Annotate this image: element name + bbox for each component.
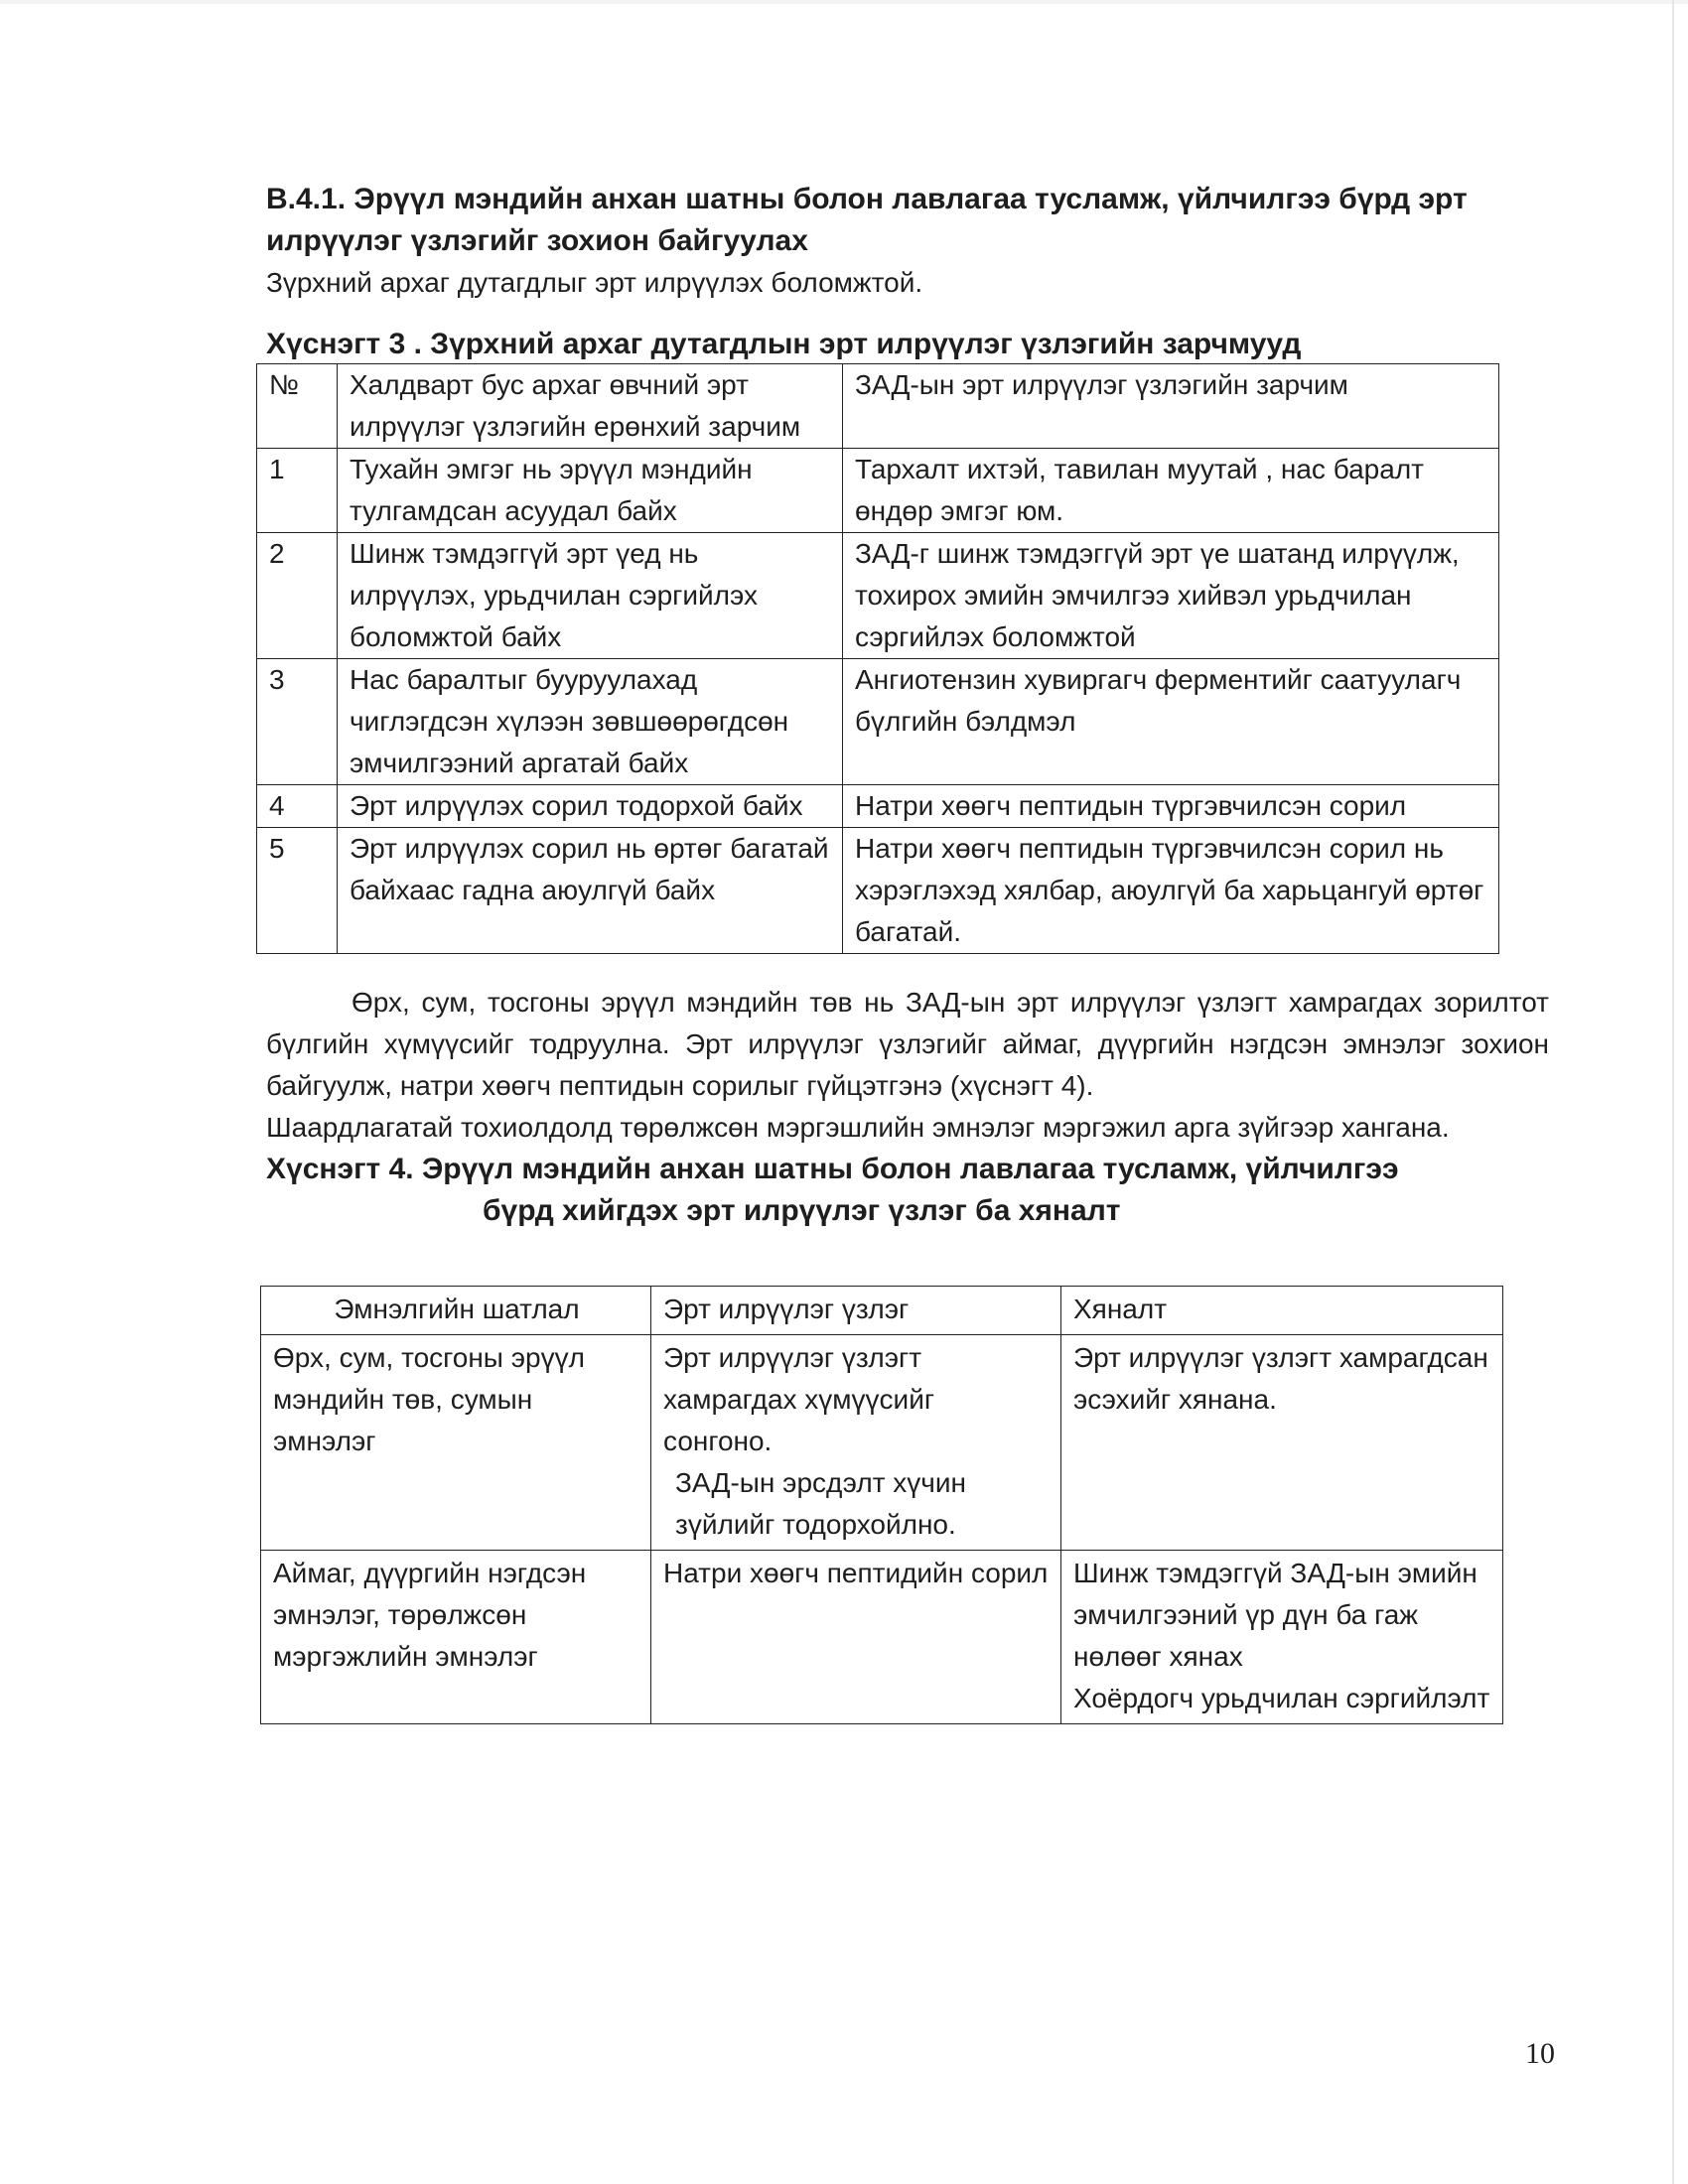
table4-header-monitoring: Хяналт bbox=[1061, 1287, 1503, 1335]
table4-cell-monitoring bbox=[1061, 1335, 1503, 1551]
table3-cell-no: 4 bbox=[257, 785, 338, 828]
table3-cell-general: Тухайн эмгэг нь эрүүл мэндийн тулгамдсан асуудал байх bbox=[338, 449, 843, 533]
table4-cell-monitoring-a: Эрт илрүүлэг үзлэгт хамрагдсан эсэхийг хянана. bbox=[1073, 1342, 1488, 1415]
table-row bbox=[257, 828, 1499, 954]
table3-cell-chf: Натри хөөгч пептидын түргэвчилсэн сорил нь хэрэглэхэд хялбар, аюулгүй ба харьцангуй өртөг багатай. bbox=[843, 828, 1499, 954]
table3-cell-no: 2 bbox=[257, 533, 338, 659]
table4-caption-line2: бүрд хийгдэх эрт илрүүлэг үзлэг ба хяналт bbox=[483, 1194, 1121, 1227]
table4-cell-screening-a: Натри хөөгч пептидийн сорил bbox=[663, 1558, 1049, 1588]
table4-header-row bbox=[261, 1287, 1503, 1335]
table4-cell-monitoring bbox=[1061, 1551, 1503, 1724]
table4-cell-screening-b: ЗАД-ын эрсдэлт хүчин зүйлийг тодорхойлно. bbox=[675, 1467, 966, 1540]
table3 bbox=[256, 363, 1499, 954]
table4-caption-line1: Хүснэгт 4. Эрүүл мэндийн анхан шатны болон лавлагаа тусламж, үйлчилгээ bbox=[266, 1153, 1399, 1185]
table3-cell-chf: Тархалт ихтэй, тавилан муутай , нас баралт өндөр эмгэг юм. bbox=[843, 449, 1499, 533]
table4-cell-screening bbox=[651, 1335, 1061, 1551]
table-row bbox=[257, 449, 1499, 533]
section-heading-line1: В.4.1. Эрүүл мэндийн анхан шатны болон лавлагаа тусламж, үйлчилгээ бүрд эрт bbox=[266, 183, 1468, 215]
scan-edge-top bbox=[0, 0, 1688, 4]
scan-edge-right bbox=[1672, 0, 1674, 2184]
section-heading bbox=[266, 179, 1549, 262]
section-intro: Зүрхний архаг дутагдлыг эрт илрүүлэх боломжтой. bbox=[266, 267, 923, 298]
table4-cell-level: Аймаг, дүүргийн нэгдсэн эмнэлэг, төрөлжсөн мэргэжлийн эмнэлэг bbox=[261, 1551, 651, 1724]
table3-cell-no: 5 bbox=[257, 828, 338, 954]
table4-header-screening: Эрт илрүүлэг үзлэг bbox=[651, 1287, 1061, 1335]
table3-cell-general: Шинж тэмдэггүй эрт үед нь илрүүлэх, урьдчилан сэргийлэх боломжтой байх bbox=[338, 533, 843, 659]
section-heading-line2: илрүүлэг үзлэгийг зохион байгуулах bbox=[266, 224, 808, 257]
table3-header-row bbox=[257, 364, 1499, 449]
table3-caption: Хүснэгт 3 . Зүрхний архаг дутагдлын эрт илрүүлэг үзлэгийн зарчмууд bbox=[266, 328, 1302, 360]
table-row bbox=[261, 1551, 1503, 1724]
table3-cell-general: Нас баралтыг бууруулахад чиглэгдсэн хүлээн зөвшөөрөгдсөн эмчилгээний аргатай байх bbox=[338, 659, 843, 785]
table3-cell-chf: Ангиотензин хувиргагч ферментийг саатуулагч бүлгийн бэлдмэл bbox=[843, 659, 1499, 785]
table3-cell-chf: Натри хөөгч пептидын түргэвчилсэн сорил bbox=[843, 785, 1499, 828]
table3-cell-chf: ЗАД-г шинж тэмдэггүй эрт үе шатанд илрүүлж, тохирох эмийн эмчилгээ хийвэл урьдчилан сэргийлэх боломжтой bbox=[843, 533, 1499, 659]
table3-cell-general: Эрт илрүүлэх сорил нь өртөг багатай байхаас гадна аюулгүй байх bbox=[338, 828, 843, 954]
table4 bbox=[260, 1286, 1503, 1724]
document-page bbox=[266, 179, 1549, 1724]
table-row bbox=[257, 659, 1499, 785]
table4-caption bbox=[266, 1149, 1549, 1232]
table4-header-level: Эмнэлгийн шатлал bbox=[261, 1287, 651, 1335]
page-number: 10 bbox=[1525, 2037, 1555, 2070]
table3-cell-no: 3 bbox=[257, 659, 338, 785]
table4-cell-screening bbox=[651, 1551, 1061, 1724]
table3-header-chf: ЗАД-ын эрт илрүүлэг үзлэгийн зарчим bbox=[843, 364, 1499, 449]
table4-cell-screening-a: Эрт илрүүлэг үзлэгт хамрагдах хүмүүсийг сонгоно. bbox=[663, 1342, 935, 1456]
body-paragraph-text: Өрх, сум, тосгоны эрүүл мэндийн төв нь ЗАД-ын эрт илрүүлэг үзлэгт хамрагдах зорилтот бүлгийн хүмүүсийг тодруулна. Эрт илрүүлэг үзлэгийг аймаг, дүүргийн нэгдсэн эмнэлэг зохион байгуулж, натри хөөгч пептидын сорилыг гүйцэтгэнэ (хүснэгт 4). bbox=[266, 987, 1549, 1101]
body-paragraph-text2: Шаардлагатай тохиолдолд төрөлжсөн мэргэшлийн эмнэлэг мэргэжил арга зүйгээр хангана. bbox=[266, 1112, 1450, 1143]
table4-cell-monitoring-a: Шинж тэмдэггүй ЗАД-ын эмийн эмчилгээний үр дүн ба гаж нөлөөг хянах bbox=[1073, 1558, 1477, 1672]
table-row bbox=[257, 785, 1499, 828]
table3-header-general: Халдварт бус архаг өвчний эрт илрүүлэг үзлэгийн ерөнхий зарчим bbox=[338, 364, 843, 449]
table-row bbox=[261, 1335, 1503, 1551]
table3-cell-no: 1 bbox=[257, 449, 338, 533]
table4-cell-monitoring-b: Хоёрдогч урьдчилан сэргийлэлт bbox=[1073, 1683, 1490, 1713]
body-paragraph bbox=[266, 982, 1549, 1149]
table4-cell-level: Өрх, сум, тосгоны эрүүл мэндийн төв, сумын эмнэлэг bbox=[261, 1335, 651, 1551]
table3-header-no: № bbox=[257, 364, 338, 449]
table-row bbox=[257, 533, 1499, 659]
table3-cell-general: Эрт илрүүлэх сорил тодорхой байх bbox=[338, 785, 843, 828]
